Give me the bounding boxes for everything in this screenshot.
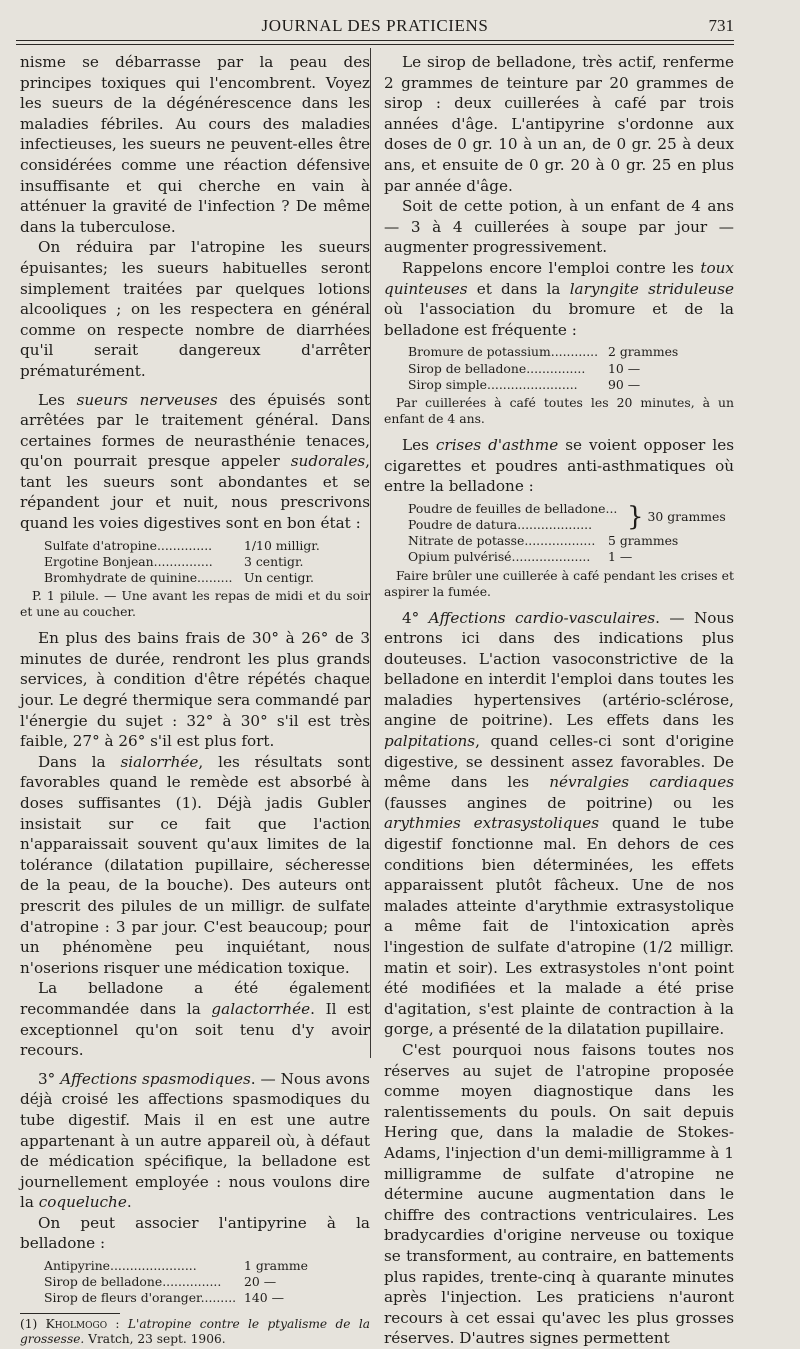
formula-dose: 30 grammes: [647, 508, 726, 524]
formula-row: Sirop simple....................... 90 —: [408, 376, 641, 392]
prescription-note: Par cuillerées à café toutes les 20 minutes, à un enfant de 4 ans.: [384, 394, 734, 426]
prescription-atropine: [44, 538, 370, 587]
formula-row: Nitrate de potasse.................. 5 grammes: [408, 533, 679, 549]
column-divider: [370, 48, 371, 1058]
left-column: [20, 52, 370, 1347]
paragraph: 3° Affections spasmodiques. — Nous avons déjà croisé les affections spasmodiques du tube digestif. Mais il en est une autre appartenant à un autre appareil où, à défaut de médication spécifique, la belladone est journellement employée : nous voulons dire la coqueluche.: [20, 1069, 370, 1212]
brace-glyph: }: [627, 501, 644, 532]
prescription-antipyrine: [44, 1258, 370, 1307]
formula-row: Bromhydrate de quinine......... Un centigr.: [44, 570, 314, 586]
paragraph: Le sirop de belladone, très actif, renferme 2 grammes de teinture par 20 grammes de sirop : deux cuillerées à café par trois années d'âge. L'antipyrine s'ordonne aux doses de 0 gr. 10 à un an, de 0 gr. 25 à deux ans, et ensuite de 0 gr. 20 à 0 gr. 25 en plus par année d'âge.: [384, 53, 734, 195]
formula-row: Sirop de fleurs d'oranger......... 140 —: [44, 1290, 284, 1306]
prescription-asthma: [408, 501, 734, 566]
journal-title: JOURNAL DES PRATICIENS: [261, 16, 489, 35]
prescription-note: Faire brûler une cuillerée à café pendant les crises et aspirer la fumée.: [384, 567, 734, 599]
formula-row: Opium pulvérisé.................... 1 —: [408, 549, 633, 565]
formula-row: Antipyrine...................... 1 gramme: [44, 1258, 308, 1274]
formula-brace-group: [408, 501, 734, 533]
running-header: [16, 10, 734, 41]
paragraph: Rappelons encore l'emploi contre les toux quinteuses et dans la laryngite striduleuse où l'association du bromure et de la belladone est fréquente :: [384, 258, 734, 339]
paragraph: On réduira par l'atropine les sueurs épuisantes; les sueurs habituelles seront simplement traitées par quelques lotions alcooliques ; on les respectera en général comme on respecte nombre de diarrhées qu'il serait dangereux d'arrêter prématurément.: [20, 238, 370, 380]
paragraph: On peut associer l'antipyrine à la belladone :: [20, 1213, 370, 1253]
formula-row: Sirop de belladone............... 10 —: [408, 360, 641, 376]
paragraph: 4° Affections cardio-vasculaires. — Nous entrons ici dans des indications plus douteuses. L'action vasoconstrictive de la belladone en interdit l'emploi dans toutes les maladies hypertensives (artério-sclérose, angine de poitrine). Les effets dans les palpitations, quand celles-ci sont d'origine digestive, se dessinent assez favorables. De même dans les névralgies cardiaques (fausses angines de poitrine) ou les arythmies extrasystoliques quand le tube digestif fonctionne mal. En dehors de ces conditions bien déterminées, les effets apparaissent plutôt fâcheux. Une de nos malades atteinte d'arythmie extrasystolique a même fait de l'intoxication après l'ingestion de sulfate d'atropine (1/2 milligr. matin et soir). Les extrasystoles n'ont point été modifiées et la malade a été prise d'agitation, s'est plainte de contraction à la gorge, a présenté de la dilatation pupillaire.: [384, 608, 734, 1039]
paragraph: Soit de cette potion, à un enfant de 4 ans — 3 à 4 cuillerées à soupe par jour — augmenter progressivement.: [384, 197, 734, 257]
paragraph: Dans la sialorrhée, les résultats sont favorables quand le remède est absorbé à doses suffisantes (1). Déjà jadis Gubler insistait sur ce fait que l'action n'apparaissait souvent qu'aux limites de la tolérance (dilatation pupillaire, sécheresse de la peau, de la bouche). Des auteurs ont prescrit des pilules de un milligr. de sulfate d'atropine : 3 par jour. C'est beaucoup; pour un phénomène peu inquiétant, nous n'oserions risquer une médication toxique.: [20, 752, 371, 977]
formula-item: Poudre de datura...................: [408, 516, 593, 532]
prescription-note: P. 1 pilule. — Une avant les repas de midi et du soir et une au coucher.: [20, 588, 370, 620]
header-rule: [16, 44, 734, 45]
paragraph: Les sueurs nerveuses des épuisés sont arrêtées par le traitement général. Dans certaines formes de neurasthénie tenaces, qu'on pourrait presque appeler sudorales, tant les sueurs sont abondantes et se répandent jour et nuit, nous prescrivons quand les voies digestives sont en bon état :: [20, 390, 370, 533]
formula-row: Ergotine Bonjean............... 3 centigr.: [44, 553, 304, 569]
paragraph: La belladone a été également recommandée dans la galactorrhée. Il est exceptionnel qu'on soit tenu d'y avoir recours.: [20, 979, 370, 1060]
footnote-rule: [20, 1313, 120, 1314]
paragraph: C'est pourquoi nous faisons toutes nos réserves au sujet de l'atropine proposée comme moyen diagnostique dans les ralentissements du pouls. On sait depuis Hering que, dans la maladie de Stokes-Adams, l'injection d'un demi-milligramme à 1 milligramme de sulfate d'atropine ne détermine aucune augmentation dans le chiffre des contractions ventriculaires. Les bradycardies d'origine nerveuse ou toxique se transforment, au contraire, en battements plus rapides, trente-cinq à quarante minutes après l'injection. Les praticiens n'auront recours à cet essai qu'avec les plus grosses réserves. D'autres signes permettent: [384, 1040, 734, 1348]
formula-row: Bromure de potassium............ 2 grammes: [408, 344, 679, 360]
paragraph: nisme se débarrasse par la peau des principes toxiques qui l'encombrent. Voyez les sueurs de la dégénérescence dans les maladies fébriles. Au cours des maladies infectieuses, les sueurs ne peuvent-elles être considérées comme une réaction défensive insuffisante et qui cherche en vain à atténuer la gravité de l'infection ? De même dans la tuberculose.: [20, 53, 370, 236]
right-column: [384, 52, 734, 1349]
page-number: 731: [708, 16, 734, 35]
formula-row: Sirop de belladone............... 20 —: [44, 1274, 277, 1290]
formula-row: Sulfate d'atropine.............. 1/10 milligr.: [44, 537, 320, 553]
footnote: (1) Kholmogo : L'atropine contre le ptyalisme de la grossesse. Vratch, 23 sept. 1906.: [20, 1316, 370, 1346]
formula-item: Poudre de feuilles de belladone...: [408, 500, 618, 516]
paragraph: En plus des bains frais de 30° à 26° de 3 minutes de durée, rendront les plus grands services, à condition d'être répétés chaque jour. Le degré thermique sera commandé par l'énergie du sujet : 32° à 30° s'il est très faible, 27° à 26° s'il est plus fort.: [20, 629, 370, 751]
prescription-bromure: [408, 344, 734, 393]
paragraph: Les crises d'asthme se voient opposer les cigarettes et poudres anti-asthmatiques où entre la belladone :: [384, 435, 735, 496]
